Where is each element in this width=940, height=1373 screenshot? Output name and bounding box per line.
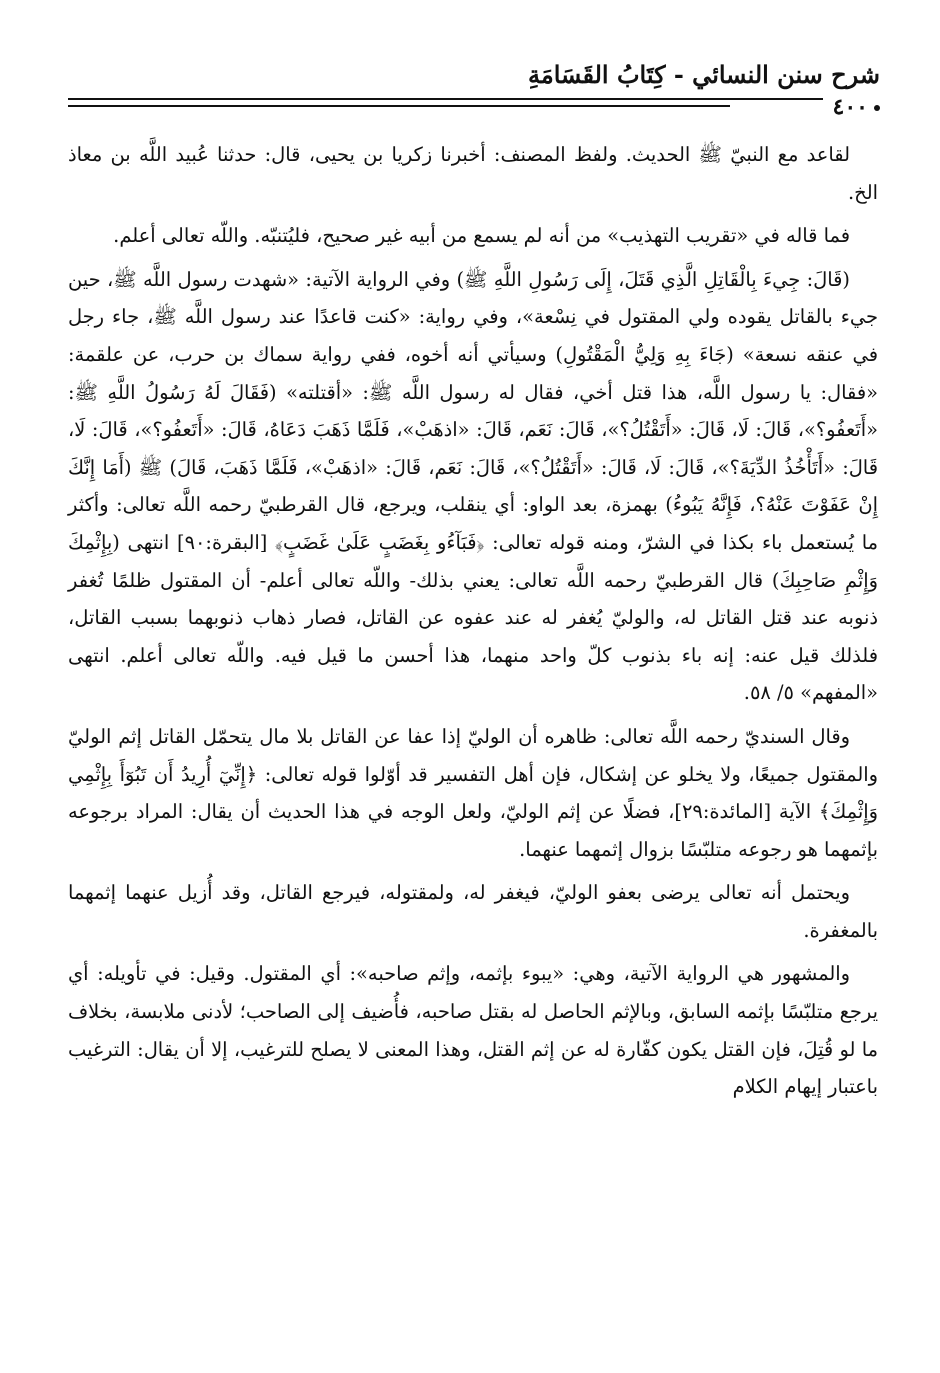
commentary-body [68,136,878,1112]
paragraph: (قَالَ: جِيءَ بِالْقَاتِلِ الَّذِي قَتَلَ، إِلَى رَسُولِ اللَّهِ ﷺ) وفي الرواية الآتية: «شهدت رسول اللَّه ﷺ، حين جيء بالقاتل يقوده ولي المقتول في نِسْعة»، وفي رواية: «كنت قاعدًا عند رسول اللَّه ﷺ، جاء رجل في عنقه نسعة» (جَاءَ بِهِ وَلِيُّ الْمَقْتُولِ) وسيأتي أنه أخوه، ففي رواية سماك بن حرب، عن علقمة: «فقال: يا رسول اللَّه، هذا قتل أخي، فقال له رسول اللَّه ﷺ: «أقتلته» (فَقَالَ لَهُ رَسُولُ اللَّهِ ﷺ: «أَتَعفُو؟»، قَالَ: لَا، قَالَ: «أَتَقْتُلُ؟»، قَالَ: نَعَم، قَالَ: «اذهَبْ»، فَلَمَّا ذَهَبَ دَعَاهُ، قَالَ: «أَتَعفُو؟»، قَالَ: لَا، قَالَ: «أَتَأْخُذُ الدِّيَةَ؟»، قَالَ: لَا، قَالَ: «أَتَقْتُلُ؟»، قَالَ: نَعَم، قَالَ: «اذهَبْ»، فَلَمَّا ذَهَبَ، قَالَ) ﷺ (أَمَا إِنَّكَ إِنْ عَفَوْتَ عَنْهُ؟، فَإِنَّهُ يَبُوءُ) بهمزة، بعد الواو: أي ينقلب، ويرجع، قال القرطبيّ رحمه اللَّه تعالى: وأكثر ما يُستعمل باء بكذا في الشرّ، ومنه قوله تعالى: ﴿فَبَآءُو بِغَضَبٍ عَلَىٰ غَضَبٍ﴾ [البقرة:٩٠] انتهى (بِإِثْمِكَ وَإِثْمِ صَاحِبِكَ) قال القرطبيّ رحمه اللَّه تعالى: يعني بذلك- واللّه تعالى أعلم- أن المقتول ظلمًا تُغفر ذنوبه عند قتل القاتل له، والوليّ يُغفر له عند عفوه عن القاتل، فصار ذهاب ذنوبهما بسبب القاتل، فلذلك قيل عنه: إنه باء بذنوب كلّ واحد منهما، هذا أحسن ما قيل فيه. واللّه تعالى أعلم. انتهى «المفهم» ٥/ ٥٨. [68,267,878,705]
paragraph: فما قاله في «تقريب التهذيب» من أنه لم يسمع من أبيه غير صحيح، فليُتنبّه. واللّه تعالى أعلم. [113,224,850,248]
paragraph: والمشهور هي الرواية الآتية، وهي: «يبوء بإثمه، وإثم صاحبه»: أي المقتول. وقيل: في تأويله: أي يرجع متلبّسًا بإثمه السابق، وبالإثم الحاصل له بقتل صاحبه، فأُضيف إلى الصاحب؛ لأدنى ملابسة، بخلاف ما لو قُتِلَ، فإن القتل يكون كفّارة له عن إثم القتل، وهذا المعنى لا يصلح للترغيب، إلا أن يقال: الترغيب باعتبار إيهام الكلام [68,962,878,1099]
header-rule-secondary [68,105,730,107]
ornament-dot [874,105,880,111]
running-header-title: شرح سنن النسائي - كِتَابُ القَسَامَةِ [528,60,880,89]
page-number [823,94,880,120]
paragraph: لقاعد مع النبيّ ﷺ الحديث. ولفظ المصنف: أخبرنا زكريا بن يحيى، قال: حدثنا عُبيد اللَّه بن معاذ الخ. [68,143,878,204]
paragraph: وقال السنديّ رحمه اللَّه تعالى: ظاهره أن الوليّ إذا عفا عن القاتل بلا مال يتحمّل القاتل إثم الوليّ والمقتول جميعًا، ولا يخلو عن إشكال، فإن أهل التفسير قد أوّلوا قوله تعالى: ﴿إِنِّيٓ أُرِيدُ أَن تَبُوٓأَ بِإِثْمِي وَإِثْمِكَ﴾ الآية [المائدة:٢٩]، فضلًا عن إثم الوليّ، ولعل الوجه في هذا الحديث أن يقال: المراد برجوعه بإثمهما هو رجوعه متلبّسًا بزوال إثمهما عنهما. [68,724,878,861]
page-number-value: ٤٠٠ [832,94,868,120]
page-header [68,52,880,126]
header-rule [68,98,880,100]
paragraph: ويحتمل أنه تعالى يرضى بعفو الوليّ، فيغفر له، ولمقتوله، فيرجع القاتل، وقد أُزيل عنهما إثمهما بالمغفرة. [68,881,878,942]
